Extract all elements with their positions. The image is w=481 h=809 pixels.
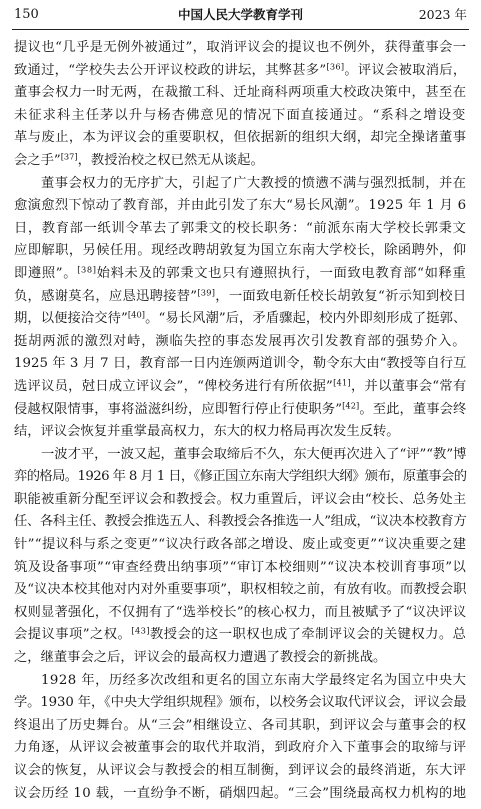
text-run: 董事会权力一时无两，在裁撤工科、迁址商科两项重大校政决策中，甚至在 (14, 85, 467, 101)
text-run: 未征求科主任茅以升与杨杏佛意见的情况下面直接通过。“系科之增设变 (14, 107, 467, 123)
text-run: 负，感谢莫名，应恳迅聘接替” (14, 288, 198, 304)
text-run: 力角逐，从评议会被董事会的取代并取消，到政府介入下董事会的取缔与评 (14, 740, 467, 756)
text-run: 即遵照”。 (14, 265, 78, 281)
citation-marker: [37] (60, 151, 78, 162)
text-run: ，教授治校之权已然无从谈起。 (77, 152, 264, 168)
text-line (14, 489, 467, 512)
text-run: 应即解职，另候任用。现经改聘胡敦复为国立东南大学校长，除函聘外，仰 (14, 243, 467, 259)
text-run: 革与废止，本为评议会的重要职权，但依据新的组织大纲，却完全操诸董事 (14, 130, 467, 146)
article-body (14, 37, 467, 805)
text-line (14, 399, 467, 422)
text-run: 之，继董事会之后，评议会的最高权力遭遇了教授会的新挑战。 (14, 650, 387, 666)
text-line (14, 466, 467, 489)
text-line (14, 692, 467, 715)
text-line (14, 173, 467, 196)
text-run: 愈演愈烈下惊动了教育部，并由此引发了东大“易长风潮”。1925 年 1 月 6 (14, 198, 467, 214)
text-line (14, 534, 467, 557)
citation-marker: [43] (131, 625, 151, 636)
text-line (14, 511, 467, 534)
text-line (14, 783, 467, 806)
text-run: 选评议员，尅日成立评议会”，“俾校务进行有所依据” (14, 378, 334, 394)
text-line (14, 579, 467, 602)
text-run: 弈的格局。1926 年 8 月 1 日，《修正国立东南大学组织大纲》颁布，原董事会的 (14, 469, 467, 485)
text-line (14, 286, 467, 309)
text-line (14, 127, 467, 150)
text-line (14, 421, 467, 444)
header-rule (12, 29, 469, 30)
body-paragraph (14, 37, 467, 173)
text-run: 针”“提议科与系之变更”“议决行政各部之增设、废止或变更”“议决重要之建 (14, 537, 467, 553)
text-line (14, 218, 467, 241)
text-line (14, 737, 467, 760)
text-line (14, 308, 467, 331)
text-run: 侵越权限情事，事将溢滋纠纷，应即暂行停止行使职务” (14, 401, 343, 417)
text-run: 职能被重新分配至评议会和教授会。权力重置后，评议会由“校长、总务处主 (14, 491, 467, 507)
text-run: 结，评议会恢复并重掌最高权力，东大的权力格局再次发生反转。 (14, 424, 400, 440)
citation-marker: [38] (77, 264, 97, 275)
text-line (14, 647, 467, 670)
text-line (14, 195, 467, 218)
text-run: 期，以便接洽交待” (14, 311, 128, 327)
text-run: ，一面致电新任校长胡敦复“祈示知到校日 (215, 288, 467, 304)
text-run: 董事会权力的无序扩大，引起了广大教授的愤懑不满与强烈抵制，并在 (41, 175, 467, 191)
text-run: 会提议事项”之权。 (14, 627, 132, 643)
text-line (14, 715, 467, 738)
citation-marker: [39] (197, 287, 216, 297)
text-line (14, 60, 467, 83)
text-run: 。评议会被取消后， (344, 62, 467, 78)
text-line (14, 263, 467, 286)
text-line (14, 670, 467, 693)
text-run: 会之手” (14, 152, 61, 168)
text-run: 一波才平，一波又起，董事会取缔后不久，东大便再次进入了“评”“教”博 (41, 446, 467, 462)
text-line (14, 82, 467, 105)
text-line (14, 240, 467, 263)
text-run: 日，教育部一纸训令革去了郭秉文的校长职务：“前派东南大学校长郭秉文 (14, 220, 467, 236)
text-run: 。至此，董事会终 (359, 401, 467, 417)
citation-marker: [42] (342, 399, 360, 410)
running-header (14, 4, 467, 26)
text-line (14, 557, 467, 580)
text-run: 终退出了历史舞台。从“三会”相继设立、各司其职，到评议会与董事会的权 (14, 717, 467, 733)
text-run: 学。1930 年，《中央大学组织规程》颁布，以校务会议取代评议会，评议会最 (14, 695, 467, 711)
text-line (14, 444, 467, 467)
text-line (14, 376, 467, 399)
body-paragraph (14, 670, 467, 806)
text-run: 及“议决本校其他对内对外重要事项”，职权相较之前，有放有收。而教授会职 (14, 582, 467, 598)
body-paragraph (14, 173, 467, 444)
text-run: 。“易长风潮”后，矛盾骤起，校内外即刻形成了挺郭、 (145, 311, 467, 327)
publication-year: 2023 年 (418, 7, 467, 22)
text-run: 致通过，“学校失去公开评议校政的讲坛，其弊甚多” (14, 62, 327, 78)
text-line (14, 602, 467, 625)
text-run: 任、各科主任、教授会推选五人、科教授会各推选一人”组成，“议决本校教育方 (14, 514, 467, 530)
text-line (14, 37, 467, 60)
text-run: 教授会的这一职权也成了牵制评议会的关键权力。总 (150, 627, 467, 643)
page-number: 150 (14, 7, 39, 22)
body-paragraph (14, 444, 467, 670)
text-run: 1925 年 3 月 7 日，教育部一日内连颁两道训令，勒令东大由“教授等自行互 (14, 356, 467, 372)
text-run: 挺胡两派的激烈对峙，濒临失控的事态发展再次引发教育部的强势介入。 (14, 333, 467, 349)
text-run: 议会历经 10 载，一直纷争不断，硝烟四起。“三会”围绕最高权力机构的地 (14, 785, 467, 801)
text-run: 始料未及的郭秉文也只有遵照执行，一面致电教育部“如释重 (96, 265, 467, 281)
text-line (14, 624, 467, 647)
text-run: 议会的恢复，从评议会与教授会的相互制衡，到评议会的最终消逝，东大评 (14, 763, 467, 778)
text-line (14, 105, 467, 128)
text-line (14, 150, 467, 173)
citation-marker: [36] (326, 61, 345, 72)
text-run: ，并以董事会“常有 (350, 378, 467, 394)
text-run: 权则显著强化，不仅拥有了“选举校长”的核心权力，而且被赋予了“议决评议 (14, 604, 467, 620)
text-run: 1928 年，历经多次改组和更名的国立东南大学最终定名为国立中央大 (41, 672, 467, 688)
citation-marker: [41] (333, 377, 351, 388)
journal-title: 中国人民大学教育学刊 (177, 7, 303, 22)
text-line (14, 331, 467, 354)
text-run: 筑及设备事项”“审查经费出纳事项”“审订本校细则”“议决本校训育事项”以 (14, 559, 467, 575)
text-line (14, 760, 467, 783)
text-line (14, 353, 467, 376)
citation-marker: [40] (127, 309, 146, 320)
text-run: 提议也“几乎是无例外被通过”，取消评议会的提议也不例外，获得董事会一 (14, 40, 467, 55)
